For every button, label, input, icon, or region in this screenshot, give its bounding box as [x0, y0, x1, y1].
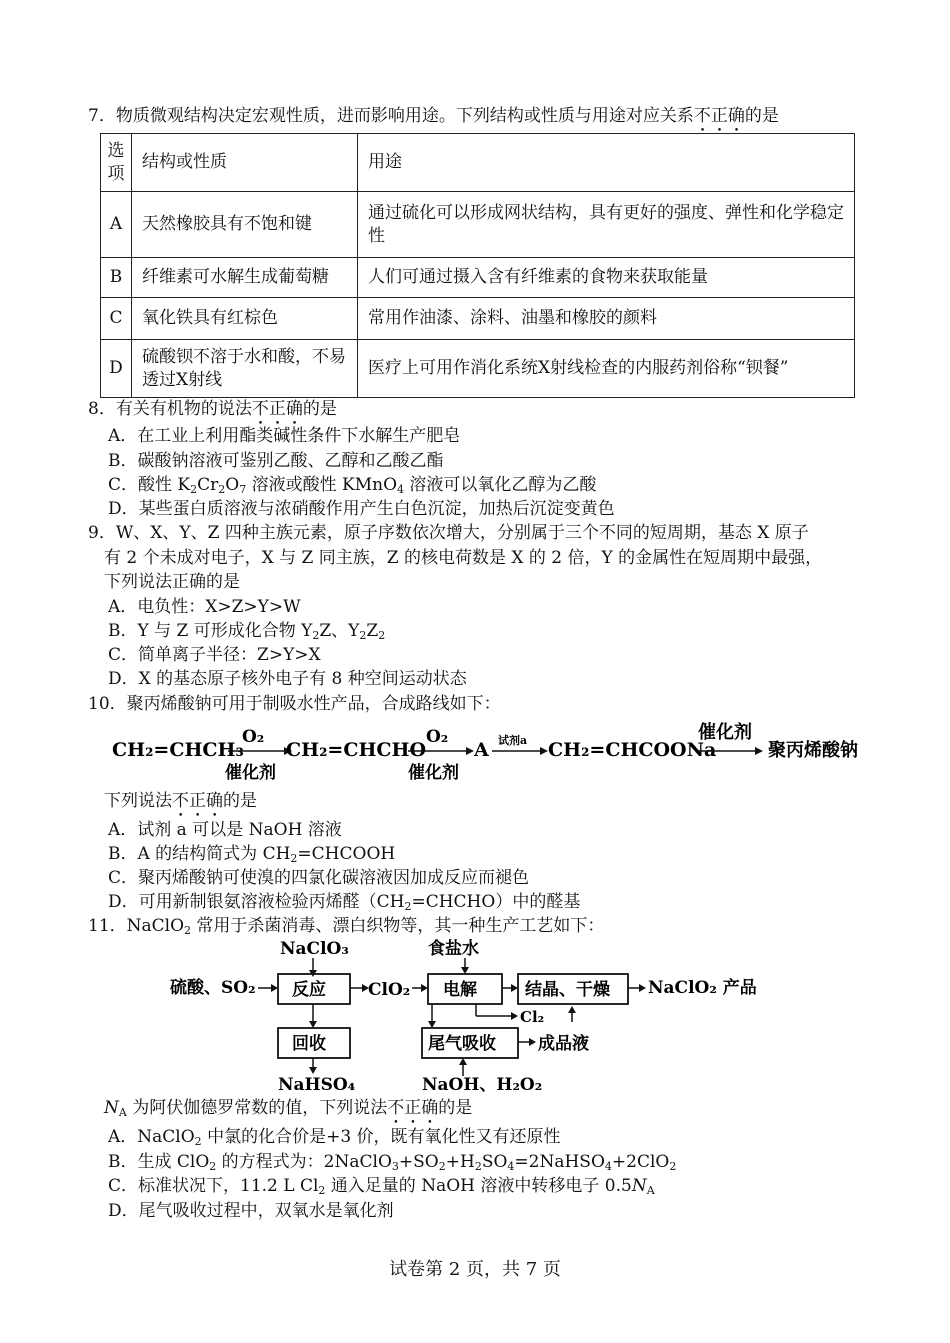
header-property: 结构或性质 — [132, 134, 358, 192]
flow-output-product: NaClO₂ 产品 — [648, 978, 757, 998]
flow-box-reaction-label: 反应 — [292, 980, 326, 1000]
q11-option-c: C．标准状况下，11.2 L $Cl_2$ 通入足量的 NaOH 溶液中转移电子 $0.5N_A$ — [108, 1176, 655, 1197]
arrow-head-icon — [461, 967, 469, 974]
q11-option-a: A．NaClO$_2$ 中氯的化合价是+3 价，既有氧化性又有还原性 — [108, 1127, 561, 1148]
row-option: A — [101, 192, 132, 258]
q11-ask: $N_A$ 为阿伏伽德罗常数的值，下列说法不正确的是 — [104, 1098, 473, 1119]
q7-table — [100, 133, 855, 398]
table-row — [101, 340, 855, 398]
q11-stem: 11．NaClO$_2$ 常用于杀菌消毒、漂白织物等，其一种生产工艺如下： — [88, 916, 605, 937]
q11-option-b: B．生成 ClO$_2$ 的方程式为：$2NaClO_3+SO_2+H_2SO_4=2NaHSO_4+2ClO_2$ — [108, 1152, 677, 1173]
arrow-head-icon — [428, 1021, 436, 1028]
arrow-head-icon — [540, 747, 548, 755]
arrow-head-icon — [309, 1067, 317, 1074]
q9-option-d: D．X 的基态原子核外电子有 8 种空间运动状态 — [108, 669, 467, 689]
flow-output-nahso4: NaHSO₄ — [278, 1075, 356, 1095]
route-polymer: 聚丙烯酸钠 — [768, 740, 858, 761]
arrow-head-icon — [459, 1058, 467, 1065]
q10-option-b: B．A 的结构简式为 $CH_2=CHCOOH$ — [108, 844, 396, 865]
row-option: B — [101, 258, 132, 298]
route-arrow2-bottom: 催化剂 — [408, 763, 459, 783]
header-use: 用途 — [358, 134, 855, 192]
q9-stem-line1: 9．W、X、Y、Z 四种主族元素，原子序数依次增大，分别属于三个不同的短周期，基态 X 原子 — [88, 523, 809, 543]
q9-stem-line3: 下列说法正确的是 — [104, 572, 240, 592]
row-use: 人们可通过摄入含有纤维素的食物来获取能量 — [358, 258, 855, 298]
q8-stem: 8．有关有机物的说法不正确的是 — [88, 399, 337, 419]
q8-option-a: A．在工业上利用酯类碱性条件下水解生产肥皂 — [108, 426, 461, 446]
table-row — [101, 192, 855, 258]
flow-clo2: ClO₂ — [368, 980, 411, 1000]
table-header-row — [101, 134, 855, 192]
table-row — [101, 258, 855, 298]
q9-option-c: C．简单离子半径：Z>Y>X — [108, 645, 321, 665]
q10-option-a: A．试剂 a 可以是 NaOH 溶液 — [108, 820, 342, 840]
q10-option-c: C．聚丙烯酸钠可使溴的四氯化碳溶液因加成反应而褪色 — [108, 868, 530, 888]
row-property: 硫酸钡不溶于水和酸，不易透过X射线 — [132, 340, 358, 398]
row-use: 医疗上可用作消化系统X射线检查的内服药剂俗称“钡餐” — [358, 340, 855, 398]
process-flow-diagram — [160, 938, 800, 1096]
flow-box-crystallize-label: 结晶、干燥 — [525, 980, 610, 1000]
route-arrow3-top: 试剂a — [498, 734, 528, 747]
q10-option-d: D．可用新制银氨溶液检验丙烯醛$(CH_2=CHCHO)$中的醛基 — [108, 892, 581, 913]
q9-option-b: B．Y 与 Z 可形成化合物 $Y_2Z$、$Y_2Z_2$ — [108, 621, 386, 642]
q9-option-a: A．电负性：X>Z>Y>W — [108, 597, 301, 617]
route-compound-a: A — [474, 739, 489, 761]
arrow-head-icon — [309, 1021, 317, 1028]
flow-box-electrolysis-label: 电解 — [443, 980, 477, 1000]
page-footer: 试卷第 2 页，共 7 页 — [389, 1259, 561, 1280]
arrow-head-icon — [755, 747, 763, 755]
row-use: 常用作油漆、涂料、油墨和橡胶的颜料 — [358, 298, 855, 340]
q11-option-d: D．尾气吸收过程中，双氧水是氧化剂 — [108, 1201, 394, 1221]
arrow-head-icon — [568, 1006, 576, 1013]
q8-option-c: C．酸性 $K_2Cr_2O_7$ 溶液或酸性 KMnO$_4$ 溶液可以氧化乙醇为乙酸 — [108, 475, 597, 496]
route-acrolein: CH₂=CHCHO — [286, 739, 427, 761]
flow-output-solution: 成品液 — [538, 1034, 589, 1054]
row-option: D — [101, 340, 132, 398]
arrow-head-icon — [466, 747, 474, 755]
flow-input-brine: 食盐水 — [428, 939, 479, 959]
route-arrow4-top: 催化剂 — [698, 722, 752, 743]
row-property: 氧化铁具有红棕色 — [132, 298, 358, 340]
table-row — [101, 298, 855, 340]
flow-input-naoh: NaOH、H₂O₂ — [422, 1075, 543, 1095]
q7-stem: 7．物质微观结构决定宏观性质，进而影响用途。下列结构或性质与用途对应关系不正确的是 — [88, 106, 779, 126]
row-property: 天然橡胶具有不饱和键 — [132, 192, 358, 258]
route-arrow2-top: O₂ — [426, 727, 449, 747]
arrow-head-icon — [511, 1012, 518, 1020]
arrow-head-icon — [511, 984, 518, 992]
q8-option-b: B．碳酸钠溶液可鉴别乙酸、乙醇和乙酸乙酯 — [108, 451, 444, 471]
q8-option-d: D．某些蛋白质溶液与浓硝酸作用产生白色沉淀，加热后沉淀变黄色 — [108, 499, 615, 519]
arrow-head-icon — [271, 984, 278, 992]
row-option: C — [101, 298, 132, 340]
flow-cl2: Cl₂ — [520, 1008, 545, 1026]
flow-input-naclo3: NaClO₃ — [280, 939, 349, 959]
arrow-head-icon — [529, 1038, 536, 1046]
flow-box-recovery-label: 回收 — [292, 1034, 326, 1054]
route-arrow1-top: O₂ — [242, 727, 265, 747]
row-use: 通过硫化可以形成网状结构，具有更好的强度、弹性和化学稳定性 — [358, 192, 855, 258]
flow-box-tailgas-label: 尾气吸收 — [428, 1034, 496, 1054]
q10-stem: 10．聚丙烯酸钠可用于制吸水性产品，合成路线如下： — [88, 694, 501, 714]
q10-ask: 下列说法不正确的是 — [104, 791, 257, 811]
route-propene: CH₂=CHCH₃ — [112, 739, 244, 761]
q9-stem-line2: 有 2 个未成对电子，X 与 Z 同主族，Z 的核电荷数是 X 的 2 倍，Y 的金属性在短周期中最强， — [104, 548, 823, 568]
arrow-head-icon — [639, 984, 646, 992]
synthesis-route — [100, 718, 880, 788]
arrow-head-icon — [421, 984, 428, 992]
route-sodium-acrylate: CH₂=CHCOONa — [548, 739, 717, 761]
flow-input-acid: 硫酸、SO₂ — [170, 978, 256, 998]
header-option: 选项 — [101, 134, 132, 192]
route-arrow1-bottom: 催化剂 — [225, 763, 276, 783]
row-property: 纤维素可水解生成葡萄糖 — [132, 258, 358, 298]
